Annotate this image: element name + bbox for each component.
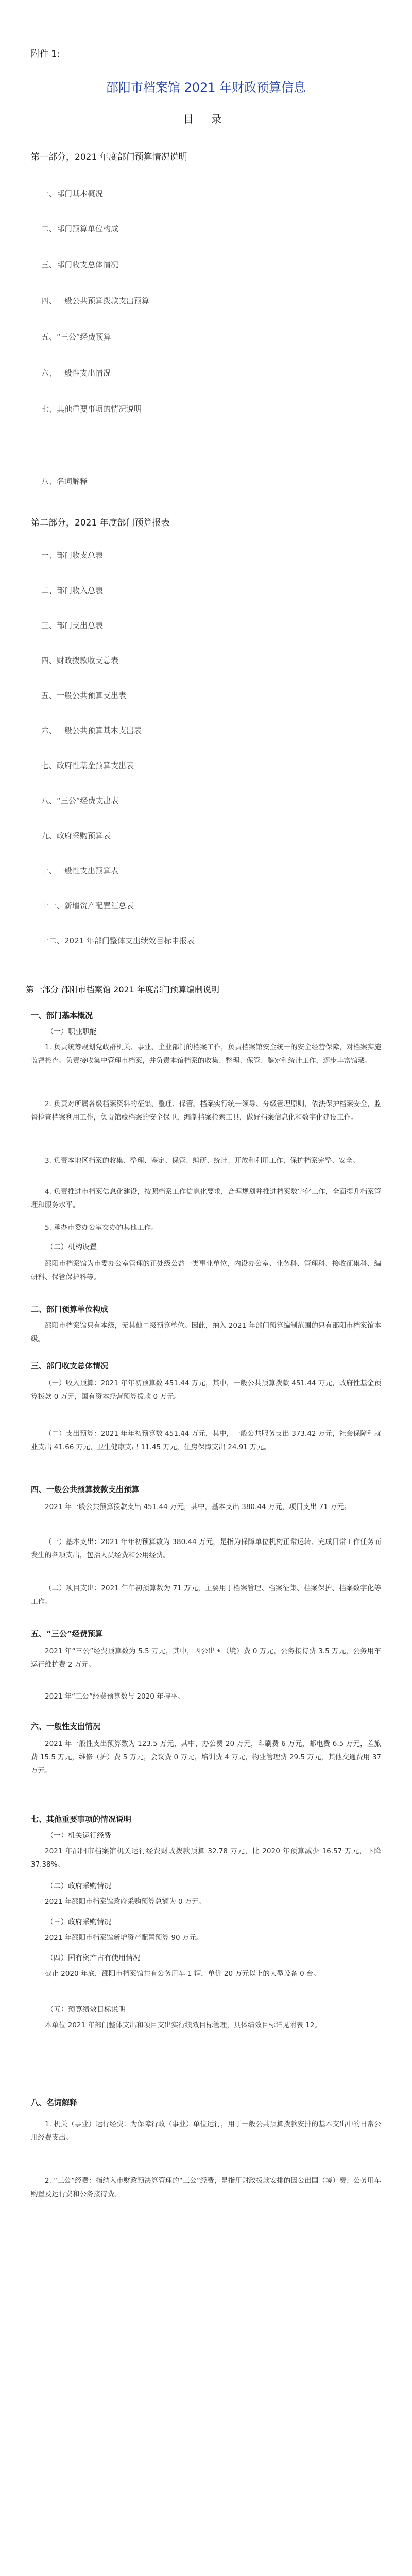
section-heading: 一、部门基本概况 [31, 1011, 93, 1020]
paragraph: 1. 负责统筹规划党政群机关、事业、企业部门的档案工作，负责档案馆安全统一的安全经营保障，对档案实施监督检查。负责接收集中管理市档案，并负责本馆档案的收集、整理、保管、鉴定和统计工作，逐步丰富馆藏。 [31, 1043, 381, 1065]
section-heading: 八、名词解释 [31, 2098, 78, 2107]
paragraph: 邵阳市档案馆为市委办公室管理的正处级公益一类事业单位，内设办公室、业务科、管理科、接收征集科、编研科、保管保护科等。 [31, 1260, 381, 1281]
subsection-heading: （四）国有资产占有使用情况 [46, 1954, 140, 1962]
subsection-heading: （二）机构设置 [46, 1243, 97, 1251]
document-title: 邵阳市档案馆 2021 年财政预算信息 [106, 80, 306, 95]
paragraph: 2021 年“三公”经费预算数为 5.5 万元，其中，因公出国（境）费 0 万元，公务接待费 3.5 万元，公务用车运行维护费 2 万元。 [31, 1647, 381, 1669]
toc-item[interactable]: 十二、2021 年部门整体支出绩效目标申报表 [41, 936, 195, 945]
paragraph: （一）收入预算：2021 年年初预算数 451.44 万元，其中，一般公共预算拨款 451.44 万元，政府性基金预算拨款 0 万元，国有资本经营预算拨款 0 万元。 [31, 1379, 381, 1401]
paragraph: 5. 承办市委办公室交办的其他工作。 [45, 1224, 158, 1232]
toc-item[interactable]: 三、部门支出总表 [41, 621, 104, 630]
toc-item[interactable]: 六、一般公共预算基本支出表 [41, 726, 142, 735]
toc-part2-heading: 第二部分，2021 年度部门预算报表 [31, 518, 170, 528]
toc-item[interactable]: 六、一般性支出情况 [41, 368, 111, 378]
paragraph: 2021 年邵阳市档案馆新增资产配置预算 90 万元。 [45, 1934, 203, 1942]
paragraph: （一）基本支出：2021 年年初预算数为 380.44 万元，是指为保障单位机构正常运转、完成日常工作任务而发生的各项支出，包括人员经费和公用经费。 [31, 1538, 381, 1560]
body-part-title: 第一部分 邵阳市档案馆 2021 年度部门预算编制说明 [26, 985, 219, 994]
subsection-heading: （一）机关运行经费 [46, 1832, 111, 1840]
subsection-heading: （五）预算绩效目标说明 [46, 2006, 126, 2014]
toc-item[interactable]: 十、一般性支出预算表 [41, 866, 119, 875]
toc-item[interactable]: 八、名词解释 [41, 477, 88, 486]
toc-item[interactable]: 一、部门收支总表 [41, 551, 104, 560]
section-heading: 三、部门收支总体情况 [31, 1361, 109, 1370]
section-heading: 四、一般公共预算拨款支出预算 [31, 1485, 140, 1494]
toc-item[interactable]: 二、部门收入总表 [41, 586, 104, 595]
paragraph: 邵阳市档案馆只有本级，无其他二级预算单位。因此，纳入 2021 年部门预算编制范围的只有邵阳市档案馆本级。 [31, 1321, 381, 1343]
toc-item[interactable]: 一、部门基本概况 [41, 189, 104, 198]
toc-part1-heading: 第一部分，2021 年度部门预算情况说明 [31, 152, 187, 162]
subsection-heading: （一）职业职能 [46, 1028, 97, 1036]
toc-item[interactable]: 四、财政拨款收支总表 [41, 656, 119, 665]
subsection-heading: （二）政府采购情况 [46, 1882, 111, 1890]
section-heading: 七、其他重要事项的情况说明 [31, 1815, 132, 1824]
toc-item[interactable]: 五、一般公共预算支出表 [41, 691, 127, 700]
paragraph: 2021 年邵阳市档案馆机关运行经费财政拨款预算 32.78 万元，比 2020 年预算减少 16.57 万元，下降 37.38%。 [31, 1847, 381, 1869]
annex-label: 附件 1: [31, 49, 60, 59]
toc-item[interactable]: 二、部门预算单位构成 [41, 224, 119, 233]
toc-item[interactable]: 三、部门收支总体情况 [41, 260, 119, 269]
section-heading: 二、部门预算单位构成 [31, 1304, 109, 1314]
section-heading: 六、一般性支出情况 [31, 1722, 101, 1731]
paragraph: 2021 年“三公”经费预算数与 2020 年持平。 [45, 1692, 185, 1701]
paragraph: 2. “三公”经费：指纳入市财政预决算管理的“三公”经费，是指用财政拨款安排的因公出国（境）费、公务用车购置及运行费和公务接待费。 [31, 2177, 381, 2198]
toc-item[interactable]: 五、“三公”经费预算 [41, 332, 111, 342]
paragraph: 截止 2020 年底，邵阳市档案馆共有公务用车 1 辆，单价 20 万元以上的大型设备 0 台。 [45, 1970, 321, 1978]
paragraph: 2. 负责对所属各级档案资料的征集、整理、保管。档案实行统一领导、分级管理原则，依法保护档案安全，监督检查档案利用工作，负责馆藏档案的安全保卫，编制档案检索工具，做好档案信息化和数字化建设工作。 [31, 1100, 381, 1122]
paragraph: 1. 机关（事业）运行经费：为保障行政（事业）单位运行，用于一般公共预算拨款安排的基本支出中的日常公用经费支出。 [31, 2120, 381, 2142]
subsection-heading: （三）政府采购情况 [46, 1918, 111, 1926]
toc-item[interactable]: 八、“三公”经费支出表 [41, 796, 119, 805]
paragraph: 4. 负责推进市档案信息化建设，按照档案工作信息化要求，合理规划并推进档案数字化工作，全面提升档案管理和服务水平。 [31, 1188, 381, 1209]
toc-item[interactable]: 七、其他重要事项的情况说明 [41, 404, 142, 414]
section-heading: 五、“三公”经费预算 [31, 1629, 103, 1638]
paragraph: 本单位 2021 年部门整体支出和项目支出实行绩效目标管理，具体绩效目标详见附表 12。 [45, 2021, 321, 2029]
paragraph: （二）支出预算：2021 年年初预算数 451.44 万元，其中，一般公共服务支出 373.42 万元，社会保障和就业支出 41.66 万元，卫生健康支出 11.45 万元，住房保障支出 24.91 万元。 [31, 1430, 381, 1451]
paragraph: （二）项目支出：2021 年年初预算数为 71 万元，主要用于档案管理、档案征集、档案保护、档案数字化等工作。 [31, 1584, 381, 1606]
toc-heading: 目 录 [183, 113, 229, 125]
toc-item[interactable]: 七、政府性基金预算支出表 [41, 761, 134, 770]
paragraph: 2021 年一般性支出预算数为 123.5 万元，其中，办公费 20 万元，印刷费 6 万元，邮电费 6.5 万元，差旅费 15.5 万元，维修（护）费 5 万元，会议费 0 万元，培训费 4 万元，物业管理费 29.5 万元，其他交通费用 37 万元。 [31, 1740, 381, 1775]
toc-item[interactable]: 十一、新增资产配置汇总表 [41, 901, 134, 910]
paragraph: 2021 年邵阳市档案馆政府采购预算总额为 0 万元。 [45, 1897, 206, 1906]
toc-item[interactable]: 九、政府采购预算表 [41, 831, 111, 840]
paragraph: 3. 负责本地区档案的收集、整理、鉴定、保管、编研、统计、开放和利用工作，保护档案完整、安全。 [45, 1157, 360, 1165]
toc-item[interactable]: 四、一般公共预算拨款支出预算 [41, 296, 150, 306]
paragraph: 2021 年一般公共预算拨款支出 451.44 万元，其中，基本支出 380.44 万元，项目支出 71 万元。 [45, 1503, 351, 1511]
